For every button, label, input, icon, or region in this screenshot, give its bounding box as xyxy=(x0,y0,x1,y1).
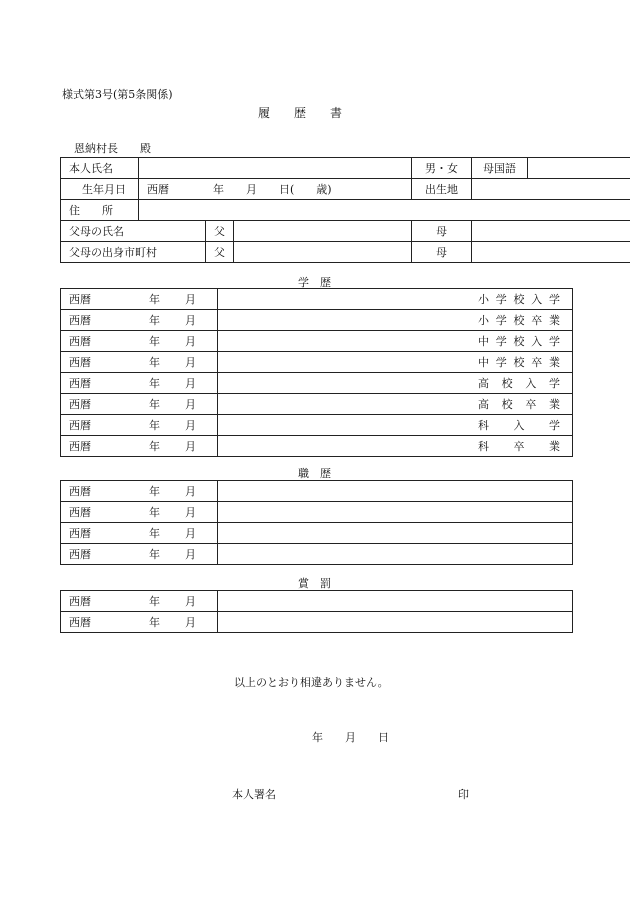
parents-origin-row xyxy=(61,242,630,263)
year-label: 年 xyxy=(149,595,160,608)
table-row xyxy=(61,544,573,565)
award-event-field[interactable] xyxy=(218,591,573,612)
education-event: 科卒業 xyxy=(218,436,573,457)
date-cell[interactable] xyxy=(61,289,218,310)
year-label: 年 xyxy=(149,377,160,390)
education-event: 小学校入学 xyxy=(218,289,573,310)
award-event-field[interactable] xyxy=(218,612,573,633)
sex-label: 男・女 xyxy=(412,158,472,179)
month-label: 月 xyxy=(185,527,196,540)
education-heading: 学 歴 xyxy=(298,276,331,289)
native-language-label: 母国語 xyxy=(472,158,528,179)
year-label: 年 xyxy=(149,440,160,453)
year-label: 年 xyxy=(149,527,160,540)
signature-label: 本人署名 xyxy=(232,788,276,801)
birth-field[interactable]: 西暦 年 月 日( 歳) xyxy=(139,179,412,200)
document-title: 履 歴 書 xyxy=(258,106,343,120)
address-row xyxy=(61,200,630,221)
birthplace-label: 出生地 xyxy=(412,179,472,200)
date-cell[interactable] xyxy=(61,523,218,544)
date-cell[interactable] xyxy=(61,436,218,457)
year-label: 年 xyxy=(149,293,160,306)
education-table xyxy=(60,288,573,457)
era-label: 西暦 xyxy=(69,419,91,432)
education-event: 高校卒業 xyxy=(218,394,573,415)
mother-name-field[interactable] xyxy=(472,221,630,242)
education-event: 中学校卒業 xyxy=(218,352,573,373)
date-cell[interactable] xyxy=(61,502,218,523)
work-event-field[interactable] xyxy=(218,544,573,565)
father-name-field[interactable] xyxy=(234,221,412,242)
date-cell[interactable] xyxy=(61,352,218,373)
table-row xyxy=(61,502,573,523)
table-row xyxy=(61,591,573,612)
seal-mark: 印 xyxy=(458,788,469,801)
year-label: 年 xyxy=(149,548,160,561)
parents-name-row xyxy=(61,221,630,242)
year-label: 年 xyxy=(149,398,160,411)
awards-table xyxy=(60,590,573,633)
address-label: 住 所 xyxy=(61,200,139,221)
era-label: 西暦 xyxy=(69,440,91,453)
month-label: 月 xyxy=(185,506,196,519)
date-cell[interactable] xyxy=(61,415,218,436)
month-label: 月 xyxy=(185,314,196,327)
month-label: 月 xyxy=(185,548,196,561)
table-row xyxy=(61,612,573,633)
name-field[interactable] xyxy=(139,158,412,179)
personal-info-table xyxy=(60,157,630,263)
awards-heading: 賞 罰 xyxy=(298,577,331,590)
date-cell[interactable] xyxy=(61,394,218,415)
date-cell[interactable] xyxy=(61,591,218,612)
era-label: 西暦 xyxy=(69,548,91,561)
month-label: 月 xyxy=(185,440,196,453)
era-label: 西暦 xyxy=(69,293,91,306)
date-line: 年 月 日 xyxy=(312,731,389,744)
era-label: 西暦 xyxy=(69,506,91,519)
date-cell[interactable] xyxy=(61,331,218,352)
table-row xyxy=(61,415,573,436)
table-row xyxy=(61,373,573,394)
date-cell[interactable] xyxy=(61,373,218,394)
declaration-text: 以上のとおり相違ありません。 xyxy=(234,676,389,689)
mother-label: 母 xyxy=(412,221,472,242)
mother-origin-field[interactable] xyxy=(472,242,630,263)
birth-row xyxy=(61,179,630,200)
era-label: 西暦 xyxy=(69,356,91,369)
form-number: 様式第3号(第5条関係) xyxy=(62,88,173,101)
native-language-field[interactable] xyxy=(528,158,630,179)
birth-label: 生年月日 xyxy=(61,179,139,200)
date-cell[interactable] xyxy=(61,481,218,502)
month-label: 月 xyxy=(185,377,196,390)
era-label: 西暦 xyxy=(69,377,91,390)
year-label: 年 xyxy=(149,356,160,369)
parents-origin-label: 父母の出身市町村 xyxy=(61,242,206,263)
work-event-field[interactable] xyxy=(218,523,573,544)
name-row xyxy=(61,158,630,179)
date-cell[interactable] xyxy=(61,612,218,633)
era-label: 西暦 xyxy=(69,595,91,608)
era-label: 西暦 xyxy=(69,485,91,498)
address-field[interactable] xyxy=(139,200,630,221)
father-origin-field[interactable] xyxy=(234,242,412,263)
table-row xyxy=(61,310,573,331)
father-label: 父 xyxy=(206,221,234,242)
work-event-field[interactable] xyxy=(218,502,573,523)
month-label: 月 xyxy=(185,356,196,369)
month-label: 月 xyxy=(185,616,196,629)
era-label: 西暦 xyxy=(69,335,91,348)
table-row xyxy=(61,352,573,373)
birthplace-field[interactable] xyxy=(472,179,630,200)
education-event: 科入学 xyxy=(218,415,573,436)
year-label: 年 xyxy=(149,335,160,348)
work-event-field[interactable] xyxy=(218,481,573,502)
education-event: 中学校入学 xyxy=(218,331,573,352)
month-label: 月 xyxy=(185,485,196,498)
date-cell[interactable] xyxy=(61,544,218,565)
month-label: 月 xyxy=(185,293,196,306)
father-label: 父 xyxy=(206,242,234,263)
table-row xyxy=(61,331,573,352)
table-row xyxy=(61,436,573,457)
table-row xyxy=(61,481,573,502)
month-label: 月 xyxy=(185,398,196,411)
table-row xyxy=(61,289,573,310)
table-row xyxy=(61,523,573,544)
addressee: 恩納村長 殿 xyxy=(74,142,151,155)
table-row xyxy=(61,394,573,415)
work-heading: 職 歴 xyxy=(298,467,331,480)
year-label: 年 xyxy=(149,506,160,519)
month-label: 月 xyxy=(185,419,196,432)
year-label: 年 xyxy=(149,419,160,432)
era-label: 西暦 xyxy=(69,527,91,540)
year-label: 年 xyxy=(149,616,160,629)
education-event: 高校入学 xyxy=(218,373,573,394)
date-cell[interactable] xyxy=(61,310,218,331)
era-label: 西暦 xyxy=(69,398,91,411)
work-table xyxy=(60,480,573,565)
year-label: 年 xyxy=(149,485,160,498)
era-label: 西暦 xyxy=(69,616,91,629)
year-label: 年 xyxy=(149,314,160,327)
mother-label: 母 xyxy=(412,242,472,263)
month-label: 月 xyxy=(185,595,196,608)
name-label: 本人氏名 xyxy=(61,158,139,179)
parents-name-label: 父母の氏名 xyxy=(61,221,206,242)
month-label: 月 xyxy=(185,335,196,348)
era-label: 西暦 xyxy=(69,314,91,327)
education-event: 小学校卒業 xyxy=(218,310,573,331)
